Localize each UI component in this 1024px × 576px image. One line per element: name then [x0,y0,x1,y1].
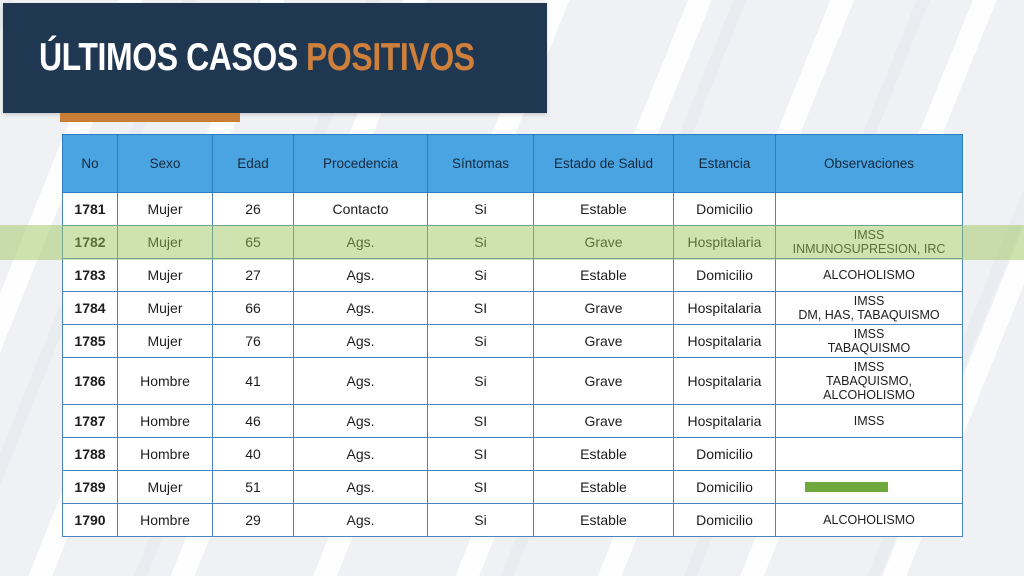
observation-line: IMSS [853,360,885,374]
cell-observaciones [776,259,963,292]
title-primary-text: ÚLTIMOS CASOS [39,36,298,79]
table-row [63,405,963,438]
cell-edad: 40 [213,438,294,471]
cell-estancia: Hospitalaria [674,226,776,259]
cell-edad: 29 [213,504,294,537]
column-header-observaciones: Observaciones [776,135,963,193]
cell-edad: 46 [213,405,294,438]
cell-estancia: Domicilio [674,471,776,504]
cell-estancia: Hospitalaria [674,405,776,438]
table-header [63,135,963,193]
cell-observaciones [776,358,963,405]
cases-table-container [62,134,962,537]
cell-no: 1784 [63,292,118,325]
cell-sexo: Mujer [118,226,213,259]
cell-sexo: Mujer [118,471,213,504]
column-header-estado-de-salud: Estado de Salud [534,135,674,193]
table-row [63,358,963,405]
observation-line: IMSS [853,294,885,308]
cell-sintomas: Si [428,504,534,537]
cell-edad: 76 [213,325,294,358]
cell-sintomas: Si [428,358,534,405]
observation-line: ALCOHOLISMO [823,513,915,527]
cell-procedencia: Ags. [294,438,428,471]
title-banner [3,3,547,113]
cell-procedencia: Ags. [294,405,428,438]
cell-procedencia: Ags. [294,471,428,504]
cell-no: 1783 [63,259,118,292]
column-header-edad: Edad [213,135,294,193]
cell-sexo: Mujer [118,259,213,292]
column-header-sintomas: Síntomas [428,135,534,193]
table-row [63,325,963,358]
cell-estado_de_salud: Grave [534,325,674,358]
cell-sintomas: Si [428,226,534,259]
observation-line: INMUNOSUPRESION, IRC [792,242,946,256]
observation-line: IMSS [853,228,885,242]
cell-observaciones [776,292,963,325]
cell-observaciones [776,504,963,537]
cell-sintomas: SI [428,438,534,471]
cell-estado_de_salud: Estable [534,438,674,471]
column-header-estancia: Estancia [674,135,776,193]
cell-procedencia: Ags. [294,358,428,405]
observation-line: IMSS [853,414,885,428]
cell-no: 1790 [63,504,118,537]
cell-edad: 27 [213,259,294,292]
title-underline-bar [60,113,240,122]
cell-no: 1781 [63,193,118,226]
table-header-row [63,135,963,193]
table-row [63,438,963,471]
redaction-bar [805,482,888,492]
cell-estado_de_salud: Grave [534,358,674,405]
cell-observaciones [776,438,963,471]
cell-procedencia: Ags. [294,226,428,259]
cell-sexo: Mujer [118,193,213,226]
cell-estado_de_salud: Estable [534,193,674,226]
cell-edad: 65 [213,226,294,259]
cell-estado_de_salud: Estable [534,504,674,537]
cell-procedencia: Ags. [294,325,428,358]
cell-estancia: Domicilio [674,438,776,471]
cell-observaciones [776,405,963,438]
cell-estado_de_salud: Grave [534,405,674,438]
table-row [63,504,963,537]
table-row [63,193,963,226]
cell-sexo: Hombre [118,358,213,405]
column-header-procedencia: Procedencia [294,135,428,193]
cell-sexo: Mujer [118,292,213,325]
cell-sintomas: SI [428,471,534,504]
cell-estancia: Domicilio [674,504,776,537]
cell-sexo: Hombre [118,405,213,438]
cell-estancia: Hospitalaria [674,358,776,405]
cell-sintomas: Si [428,325,534,358]
cell-edad: 66 [213,292,294,325]
cell-observaciones [776,193,963,226]
cell-no: 1788 [63,438,118,471]
cell-estancia: Hospitalaria [674,292,776,325]
column-header-no: No [63,135,118,193]
cell-sintomas: Si [428,259,534,292]
cell-observaciones [776,226,963,259]
title-accent-text: POSITIVOS [306,36,475,79]
cell-no: 1786 [63,358,118,405]
cell-estancia: Domicilio [674,193,776,226]
page-title [39,36,475,80]
cell-estancia: Domicilio [674,259,776,292]
cell-observaciones [776,325,963,358]
cell-procedencia: Ags. [294,504,428,537]
cell-sintomas: SI [428,405,534,438]
cell-procedencia: Ags. [294,292,428,325]
cell-sexo: Hombre [118,438,213,471]
cell-estado_de_salud: Estable [534,259,674,292]
cell-sexo: Mujer [118,325,213,358]
table-row [63,292,963,325]
cell-estado_de_salud: Grave [534,226,674,259]
cell-procedencia: Ags. [294,259,428,292]
column-header-sexo: Sexo [118,135,213,193]
observation-line: ALCOHOLISMO [823,388,915,402]
table-row [63,226,963,259]
cell-estado_de_salud: Grave [534,292,674,325]
cell-edad: 51 [213,471,294,504]
cell-no: 1787 [63,405,118,438]
cell-edad: 41 [213,358,294,405]
cell-procedencia: Contacto [294,193,428,226]
cell-estado_de_salud: Estable [534,471,674,504]
cell-sintomas: SI [428,292,534,325]
cell-edad: 26 [213,193,294,226]
cases-table [62,134,963,537]
table-row [63,259,963,292]
observation-line: TABAQUISMO, [826,374,912,388]
cell-estancia: Hospitalaria [674,325,776,358]
observation-line: ALCOHOLISMO [823,268,915,282]
cell-sintomas: Si [428,193,534,226]
cell-observaciones [776,471,963,504]
table-body [63,193,963,537]
cell-no: 1782 [63,226,118,259]
observation-line: TABAQUISMO [827,341,911,355]
cell-no: 1785 [63,325,118,358]
cell-no: 1789 [63,471,118,504]
table-row [63,471,963,504]
cell-sexo: Hombre [118,504,213,537]
observation-line: DM, HAS, TABAQUISMO [798,308,940,322]
observation-line: IMSS [853,327,885,341]
